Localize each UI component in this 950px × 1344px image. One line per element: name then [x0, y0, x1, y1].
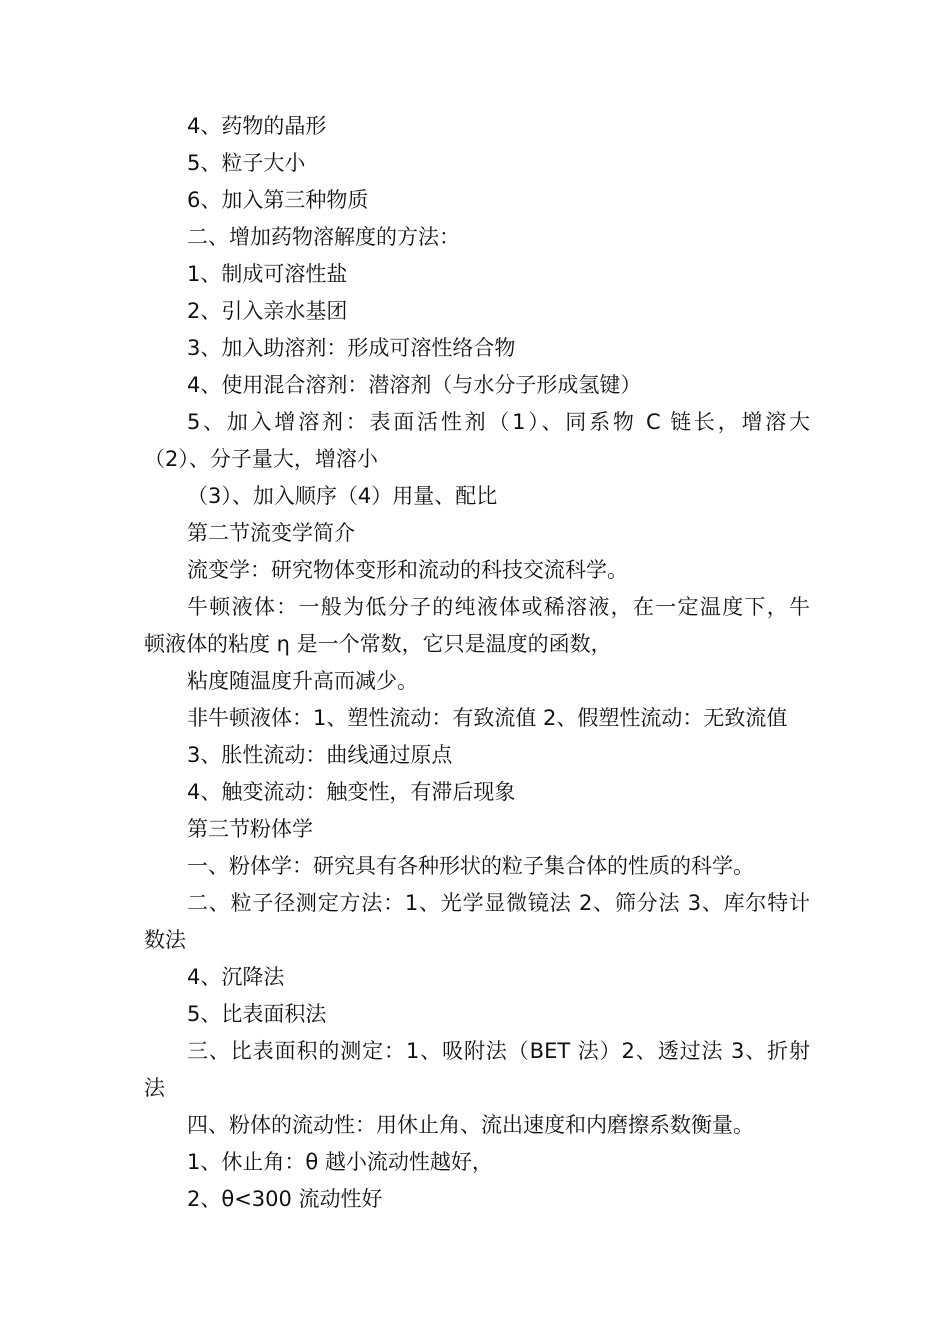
text-line: 5、比表面积法 [187, 1002, 327, 1026]
text-line: 1、制成可溶性盐 [187, 262, 348, 286]
text-line: 4、触变流动：触变性，有滞后现象 [187, 780, 516, 804]
text-line: 法 [144, 1076, 165, 1100]
document-body [144, 108, 810, 1218]
text-line: 6、加入第三种物质 [187, 188, 369, 212]
text-line: 粘度随温度升高而减少。 [187, 669, 418, 693]
text-line: 2、引入亲水基团 [187, 299, 348, 323]
text-line: 牛顿液体：一般为低分子的纯液体或稀溶液，在一定温度下，牛 [187, 595, 810, 619]
text-line: 顿液体的粘度 η 是一个常数，它只是温度的函数， [144, 632, 612, 656]
text-line: 3、加入助溶剂：形成可溶性络合物 [187, 336, 516, 360]
text-line: 四、粉体的流动性：用休止角、流出速度和内磨擦系数衡量。 [187, 1113, 754, 1137]
text-line: 三、比表面积的测定：1、吸附法（BET 法）2、透过法 3、折射 [187, 1039, 810, 1063]
text-line: （2）、分子量大，增溶小 [144, 447, 378, 471]
text-line: 二、粒子径测定方法：1、光学显微镜法 2、筛分法 3、库尔特计 [187, 891, 810, 915]
text-line: 5、加入增溶剂：表面活性剂（1）、同系物 C 链长，增溶大 [187, 410, 810, 434]
text-line: 数法 [144, 928, 186, 952]
text-line: 2、θ<300 流动性好 [187, 1187, 383, 1211]
text-line: 4、药物的晶形 [187, 114, 327, 138]
text-line: 二、增加药物溶解度的方法： [187, 225, 460, 249]
text-line: 一、粉体学：研究具有各种形状的粒子集合体的性质的科学。 [187, 854, 754, 878]
text-line: 4、沉降法 [187, 965, 285, 989]
text-line: 流变学：研究物体变形和流动的科技交流科学。 [187, 558, 628, 582]
text-line: 3、胀性流动：曲线通过原点 [187, 743, 453, 767]
text-line: （3）、加入顺序（4）用量、配比 [187, 484, 498, 508]
text-line: 第二节流变学简介 [187, 521, 355, 545]
text-line: 4、使用混合溶剂：潜溶剂（与水分子形成氢键） [187, 373, 642, 397]
text-line: 第三节粉体学 [187, 817, 313, 841]
text-line: 1、休止角：θ 越小流动性越好， [187, 1150, 493, 1174]
text-line: 非牛顿液体：1、塑性流动：有致流值 2、假塑性流动：无致流值 [187, 706, 788, 730]
text-line: 5、粒子大小 [187, 151, 306, 175]
